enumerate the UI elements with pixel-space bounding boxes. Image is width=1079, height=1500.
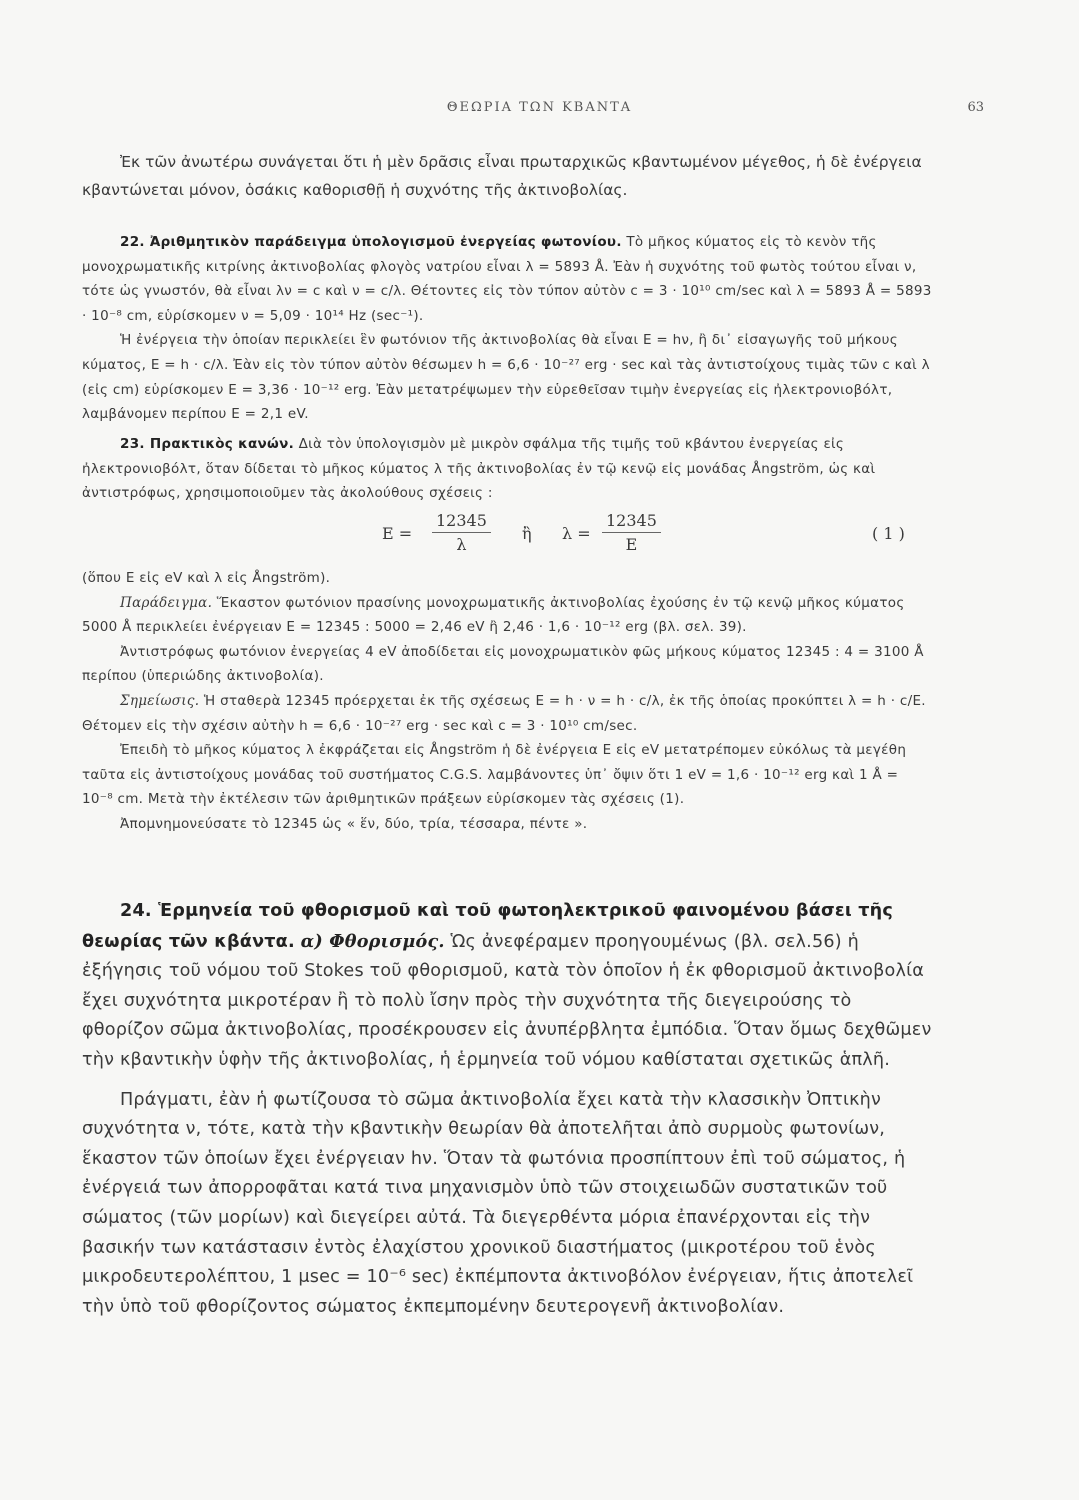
intro-block xyxy=(82,148,932,204)
mnemonic-paragraph: Ἀπομνημονεύσατε τὸ 12345 ὡς « ἕν, δύο, τρία, τέσσαρα, πέντε ». xyxy=(120,815,588,832)
section-22 xyxy=(82,230,932,427)
conversion-paragraph: Ἐπειδὴ τὸ μῆκος κύματος λ ἐκφράζεται εἰς Ångström ἡ δὲ ἐνέργεια E εἰς eV μετατρέπομεν εὐκόλως τὰ μεγέθη ταῦτα εἰς ἀντιστοίχους μονάδας τοῦ συστήματος C.G.S. λαμβάνοντες ὑπ᾿ ὄψιν ὅτι 1 eV = 1,6 · 10⁻¹² erg καὶ 1 Å = 10⁻⁸ cm. Μετὰ τὴν ἐκτέλεσιν τῶν ἀριθμητικῶν πράξεων εὑρίσκομεν τὰς σχέσεις (1). xyxy=(82,742,907,808)
formula-fraction-wavelength: $\frac{12345}{E}$ xyxy=(602,510,661,557)
section-24-second-paragraph: Πράγματι, ἐὰν ἡ φωτίζουσα τὸ σῶμα ἀκτινοβολία ἔχει κατὰ τὴν κλασσικὴν Ὀπτικὴν συχνότητα ν, τότε, κατὰ τὴν κβαντικὴν θεωρίαν θὰ ἀποτελῆται ἀπὸ συρμοὺς φωτονίων, ἕκαστον τῶν ὁποίων ἔχει ἐνέργειαν hν. Ὅταν τὰ φωτόνια προσπίπτουν ἐπὶ τοῦ σώματος, ἡ ἐνέργειά των ἀπορροφᾶται κατά τινα μηχανισμὸν ὑπὸ τῶν στοιχειωδῶν συστατικῶν τοῦ σώματος (τῶν μορίων) καὶ διεγείρει αὐτά. Τὰ διεγερθέντα μόρια ἐπανέρχονται εἰς τὴν βασικήν των κατάστασιν ἐντὸς ἐλαχίστου χρονικοῦ διαστήματος (μικροτέρου τοῦ ἑνὸς μικροδευτερολέπτου, 1 μsec = 10⁻⁶ sec) ἐκπέμποντα ἀκτινοβόλον ἐνέργειαν, ἥτις ἀποτελεῖ τὴν ὑπὸ τοῦ φθορίζοντος σώματος ἐκπεμπομένην δευτερογενῆ ἀκτινοβολίαν. xyxy=(82,1089,914,1317)
reverse-example-paragraph: Ἀντιστρόφως φωτόνιον ἐνεργείας 4 eV ἀποδίδεται εἰς μονοχρωματικὸν φῶς μήκους κύματος 12345 : 4 = 3100 Å περίπου (ὑπεριώδης ἀκτινοβολία). xyxy=(82,643,924,685)
formula-1 xyxy=(82,510,932,566)
formula-e-symbol: E = xyxy=(382,524,413,543)
section-24 xyxy=(82,897,932,1322)
section-24-subheading: α) Φθορισμός. xyxy=(300,930,445,952)
intro-paragraph: Ἐκ τῶν ἀνωτέρω συνάγεται ὅτι ἡ μὲν δρᾶσις εἶναι πρωταρχικῶς κβαντωμένον μέγεθος, ἡ δὲ ἐνέργεια κβαντώνεται μόνον, ὁσάκις καθορισθῇ ἡ συχνότης τῆς ἀκτινοβολίας. xyxy=(82,153,922,199)
remark-paragraph: Σημείωσις. Ἡ σταθερὰ 12345 πρόερχεται ἐκ τῆς σχέσεως E = h · ν = h · c/λ, ἐκ τῆς ὁποίας προκύπτει λ = h · c/E. Θέτομεν εἰς τὴν σχέσιν αὐτὴν h = 6,6 · 10⁻²⁷ erg · sec καὶ c = 3 · 10¹⁰ cm/sec. xyxy=(82,692,926,734)
formula-fraction-energy: $\frac{12345}{\lambda}$ xyxy=(432,510,491,557)
formula-or: ἢ xyxy=(522,524,532,543)
section-22-heading: 22. Ἀριθμητικὸν παράδειγμα ὑπολογισμοῦ ἐνεργείας φωτονίου. xyxy=(120,234,622,250)
section-22-energy-paragraph: Ἡ ἐνέργεια τὴν ὁποίαν περικλείει ἓν φωτόνιον τῆς ἀκτινοβολίας θὰ εἶναι E = hν, ἢ δι᾿ εἰσαγωγῆς τοῦ μήκους κύματος, E = h · c/λ. Ἐὰν εἰς τὸν τύπον αὐτὸν θέσωμεν h = 6,6 · 10⁻²⁷ erg · sec καὶ τὰς ἀντιστοίχους τιμὰς τῶν c καὶ λ (εἰς cm) εὑρίσκομεν E = 3,36 · 10⁻¹² erg. Ἐὰν μετατρέψωμεν τὴν εὑρεθεῖσαν τιμὴν ἐνεργείας εἰς ἠλεκτρονιοβόλτ, λαμβάνομεν περίπου E = 2,1 eV. xyxy=(82,332,930,423)
running-header: ΘΕΩΡΙΑ ΤΩΝ ΚΒΑΝΤΑ xyxy=(446,100,633,115)
section-23-heading: 23. Πρακτικὸς κανών. xyxy=(120,436,295,452)
section-22-paragraph: 22. Ἀριθμητικὸν παράδειγμα ὑπολογισμοῦ ἐνεργείας φωτονίου. Τὸ μῆκος κύματος εἰς τὸ κενὸν τῆς μονοχρωματικῆς κιτρίνης ἀκτινοβολίας φλογὸς νατρίου εἶναι λ = 5893 Å. Ἐὰν ἡ συχνότης τοῦ φωτὸς τούτου εἶναι ν, τότε ὡς γνωστόν, θὰ εἶναι λν = c καὶ ν = c/λ. Θέτοντες εἰς τὸν τύπον αὐτὸν c = 3 · 10¹⁰ cm/sec καὶ λ = 5893 Å = 5893 · 10⁻⁸ cm, εὑρίσκομεν ν = 5,09 · 10¹⁴ Hz (sec⁻¹). xyxy=(82,234,932,324)
section-24-heading: 24. Ἑρμηνεία τοῦ φθορισμοῦ καὶ τοῦ φωτοηλεκτρικοῦ φαινομένου βάσει τῆς θεωρίας τῶν κβάντα. xyxy=(82,901,894,952)
page-number: 63 xyxy=(967,100,984,115)
section-23 xyxy=(82,432,932,506)
formula-note: (ὅπου E εἰς eV καὶ λ εἰς Ångström). xyxy=(82,570,331,586)
section-24-paragraph: 24. Ἑρμηνεία τοῦ φθορισμοῦ καὶ τοῦ φωτοηλεκτρικοῦ φαινομένου βάσει τῆς θεωρίας τῶν κβάντα. α) Φθορισμός. Ὡς ἀνεφέραμεν προηγουμένως (βλ. σελ.56) ἡ ἐξήγησις τοῦ νόμου τοῦ Stokes τοῦ φθορισμοῦ, κατὰ τὸν ὁποῖον ἡ ἐκ φθορισμοῦ ἀκτινοβολία ἔχει συχνότητα μικροτέραν ἢ τὸ πολὺ ἴσην πρὸς τὴν συχνότητα τῆς διεγειρούσης τὸ φθορίζον σῶμα ἀκτινοβολίας, προσέκρουσεν εἰς ἀνυπέρβλητα ἐμπόδια. Ὅταν ὅμως δεχθῶμεν τὴν κβαντικὴν ὑφὴν τῆς ἀκτινοβολίας, ἡ ἑρμηνεία τοῦ νόμου καθίσταται σχετικῶς ἁπλῆ. xyxy=(82,901,932,1070)
examples-block xyxy=(82,566,932,837)
equation-number: ( 1 ) xyxy=(872,524,905,543)
section-23-paragraph: 23. Πρακτικὸς κανών. Διὰ τὸν ὑπολογισμὸν μὲ μικρὸν σφάλμα τῆς τιμῆς τοῦ κβάντου ἐνεργείας εἰς ἠλεκτρονιοβόλτ, ὅταν δίδεται τὸ μῆκος κύματος λ τῆς ἀκτινοβολίας ἐν τῷ κενῷ εἰς μονάδας Ångström, ὡς καὶ ἀντιστρόφως, χρησιμοποιοῦμεν τὰς ἀκολούθους σχέσεις : xyxy=(82,436,876,502)
formula-lambda-symbol: λ = xyxy=(562,524,591,543)
example-paragraph: Παράδειγμα. Ἕκαστον φωτόνιον πρασίνης μονοχρωματικῆς ἀκτινοβολίας ἐχούσης ἐν τῷ κενῷ μῆκος κύματος 5000 Å περικλείει ἐνέργειαν E = 12345 : 5000 = 2,46 eV ἢ 2,46 · 1,6 · 10⁻¹² erg (βλ. σελ. 39). xyxy=(82,594,905,636)
